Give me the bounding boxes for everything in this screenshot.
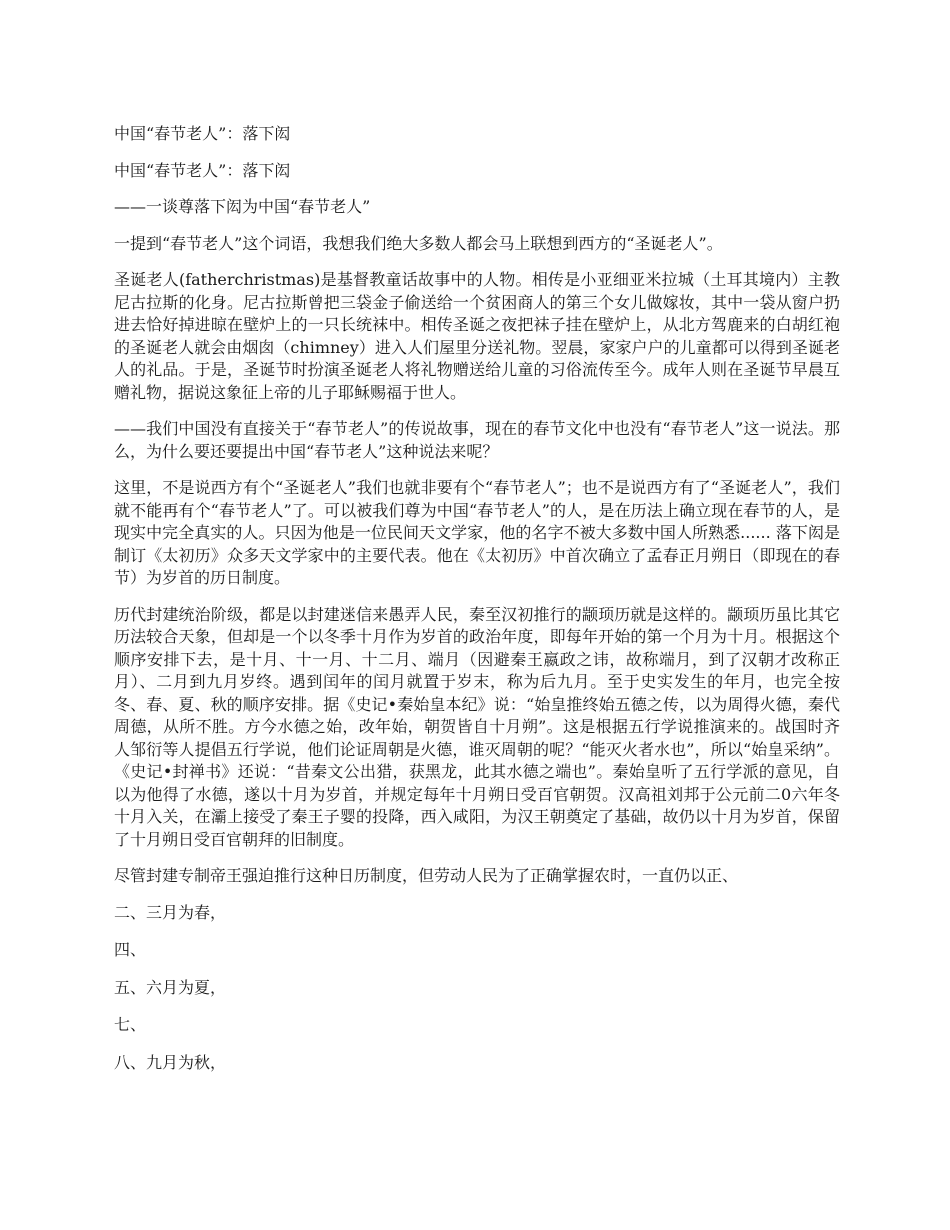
paragraph-four: 四、 <box>114 940 147 959</box>
document-body <box>114 123 840 1089</box>
paragraph-summer: 五、六月为夏， <box>114 977 227 997</box>
paragraph-intro: 一提到“春节老人”这个词语，我想我们绝大多数人都会马上联想到西方的“圣诞老人”。 <box>114 233 723 253</box>
paragraph-luoxiahong: 这里，不是说西方有个“圣诞老人”我们也就非要有个“春节老人”；也不是说西方有了“圣诞老人”，我们就不能再有个“春节老人”了。可以被我们尊为中国“春节老人”的人，是在历法上确立现在春节的人，是现实中完全真实的人。只因为他是一位民间天文学家，他的名字不被大多数中国人所熟悉...... 落下闳是制订《太初历》众多天文学家中的主要代表。他在《太初历》中首次确立了孟春正月朔日（即现在的春节）为岁首的历日制度。 <box>114 478 840 587</box>
paragraph-autumn: 八、九月为秋， <box>114 1052 227 1072</box>
paragraph-calendar-history: 历代封建统治阶级，都是以封建迷信来愚弄人民，秦至汉初推行的颛顼历就是这样的。颛顼历虽比其它历法较合天象，但却是一个以冬季十月作为岁首的政治年度，即每年开始的第一个月为十月。根据这个顺序安排下去，是十月、十一月、十二月、端月（因避秦王嬴政之讳，故称端月，到了汉朝才改称正月）、二月到九月岁终。遇到闰年的闰月就置于岁末，称为后九月。至于史实发生的年月，也完全按冬、春、夏、秋的顺序安排。据《史记•秦始皇本纪》说：“始皇推终始五德之传，以为周得火德，秦代周德，从所不胜。方今水德之始，改年始，朝贺皆自十月朔”。这是根据五行学说推演来的。战国时齐人邹衍等人提倡五行学说，他们论证周朝是火德，谁灭周朝的呢？“能灭火者水也”，所以“始皇采纳”。《史记•封禅书》还说：“昔秦文公出猎，获黑龙，此其水德之端也”。秦始皇听了五行学派的意见，自以为他得了水德，遂以十月为岁首，并规定每年十月朔日受百官朝贺。汉高祖刘邦于公元前二0六年冬十月入关，在灞上接受了秦王子婴的投降，西入咸阳，为汉王朝奠定了基础，故仍以十月为岁首，保留了十月朔日受百官朝拜的旧制度。 <box>114 604 840 849</box>
document-heading: 中国“春节老人”：落下闳 <box>114 160 291 180</box>
document-subtitle: ——一谈尊落下闳为中国“春节老人” <box>114 197 371 216</box>
paragraph-spring: 二、三月为春， <box>114 902 227 922</box>
document-title: 中国“春节老人”：落下闳 <box>114 124 291 143</box>
paragraph-seasons-intro: 尽管封建专制帝王强迫推行这种日历制度，但劳动人民为了正确掌握农时，一直仍以正、 <box>114 866 739 885</box>
paragraph-santa-claus: 圣诞老人(fatherchristmas)是基督教童话故事中的人物。相传是小亚细亚米拉城（土耳其境内）主教尼古拉斯的化身。尼古拉斯曾把三袋金子偷送给一个贫困商人的第三个女儿做嫁妆，其中一袋从窗户扔进去恰好掉进晾在壁炉上的一只长统袜中。相传圣诞之夜把袜子挂在壁炉上，从北方驾鹿来的白胡红袍的圣诞老人就会由烟囱（chimney）进入人们屋里分送礼物。翌晨，家家户户的儿童都可以得到圣诞老人的礼品。于是，圣诞节时扮演圣诞老人将礼物赠送给儿童的习俗流传至今。成年人则在圣诞节早晨互赠礼物，据说这象征上帝的儿子耶稣赐福于世人。 <box>114 270 840 402</box>
paragraph-question: ——我们中国没有直接关于“春节老人”的传说故事，现在的春节文化中也没有“春节老人”这一说法。那么，为什么要还要提出中国“春节老人”这种说法来呢？ <box>114 419 840 461</box>
paragraph-seven: 七、 <box>114 1015 147 1034</box>
